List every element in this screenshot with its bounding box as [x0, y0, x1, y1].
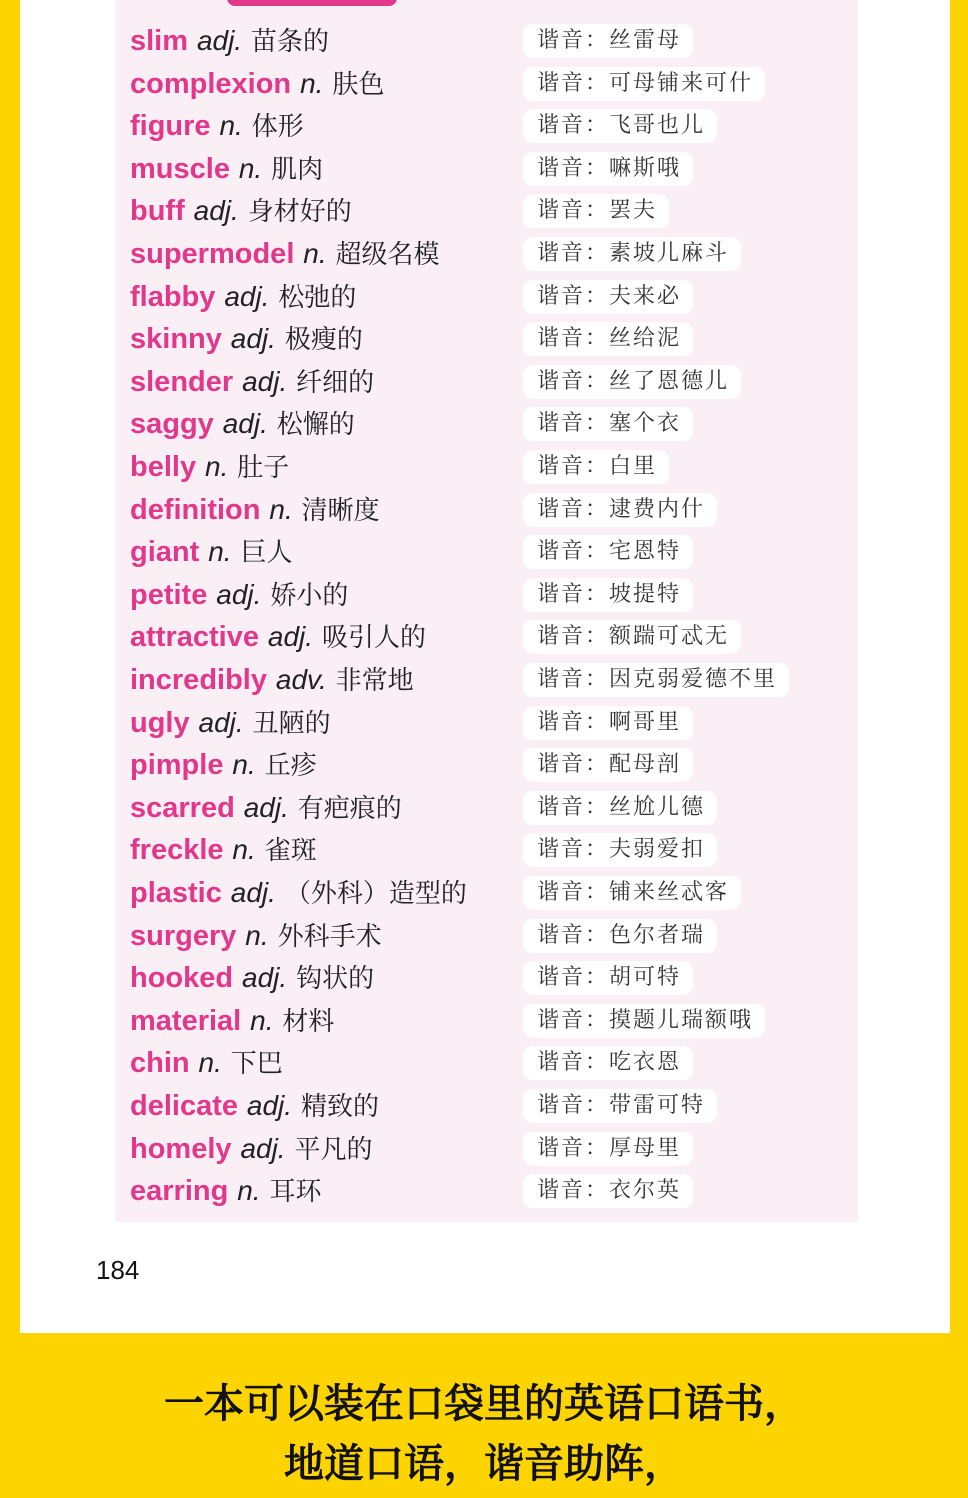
vocab-meaning: 肤色 — [332, 69, 385, 100]
part-of-speech: n. — [219, 110, 243, 142]
vocab-meaning: 纤细的 — [296, 367, 375, 398]
vocab-row — [130, 744, 830, 786]
vocab-row — [130, 1000, 830, 1042]
vocab-word: earring — [130, 1175, 229, 1208]
part-of-speech: adj. — [198, 706, 244, 738]
pronunciation-label: 谐音： — [537, 1050, 610, 1076]
vocab-meaning: 肌肉 — [271, 154, 324, 185]
vocab-entry — [130, 702, 331, 744]
pronunciation-label: 谐音： — [537, 198, 610, 224]
vocab-word: petite — [130, 578, 208, 611]
pronunciation-text: 铺来丝忒客 — [609, 880, 730, 905]
vocab-word: delicate — [130, 1090, 238, 1122]
pronunciation-badge — [523, 663, 789, 697]
vocab-word: slim — [130, 25, 189, 57]
vocab-entry — [130, 361, 374, 403]
vocab-word: material — [130, 1004, 242, 1037]
pronunciation-label: 谐音： — [537, 965, 610, 991]
pronunciation-label: 谐音： — [537, 1093, 610, 1118]
pronunciation-text: 可母铺来可什 — [609, 70, 754, 96]
pronunciation-text: 宅恩特 — [609, 539, 682, 565]
vocab-entry — [130, 531, 292, 573]
pronunciation-label: 谐音： — [537, 241, 610, 266]
vocab-entry — [130, 1170, 322, 1212]
part-of-speech: n. — [237, 1175, 261, 1207]
pronunciation-label: 谐音： — [537, 113, 610, 139]
vocab-word: scarred — [130, 791, 235, 824]
pronunciation-badge — [523, 706, 693, 740]
part-of-speech: adj. — [242, 365, 288, 397]
pronunciation-badge — [523, 450, 669, 484]
pronunciation-label: 谐音： — [537, 411, 610, 437]
vocab-meaning: 松弛的 — [278, 282, 357, 313]
pronunciation-text: 丝尬儿德 — [609, 794, 706, 820]
pronunciation-label: 谐音： — [537, 752, 610, 778]
vocab-row — [130, 616, 830, 658]
pronunciation-badge — [523, 578, 693, 612]
vocab-entry — [130, 148, 323, 190]
vocab-word: chin — [130, 1047, 190, 1080]
pronunciation-badge — [523, 1089, 717, 1123]
vocab-entry — [130, 318, 363, 360]
vocab-entry — [130, 20, 329, 62]
pronunciation-label: 谐音： — [537, 1178, 610, 1204]
vocab-entry — [130, 872, 467, 914]
pronunciation-label: 谐音： — [537, 667, 610, 692]
vocab-entry — [130, 744, 317, 786]
pronunciation-label: 谐音： — [537, 539, 610, 565]
pronunciation-text: 逮费内什 — [609, 496, 706, 522]
vocab-meaning: 钩状的 — [296, 964, 375, 995]
pronunciation-badge — [523, 919, 717, 953]
pronunciation-label: 谐音： — [537, 880, 610, 905]
pronunciation-label: 谐音： — [537, 283, 610, 309]
vocab-word: attractive — [130, 621, 259, 654]
pronunciation-label: 谐音： — [537, 837, 610, 863]
vocab-row — [130, 63, 830, 105]
part-of-speech: adj. — [224, 280, 270, 312]
vocab-row — [130, 1042, 830, 1084]
pronunciation-badge — [523, 67, 765, 101]
vocab-entry — [130, 829, 317, 871]
vocab-meaning: 丑陋的 — [252, 708, 331, 739]
vocab-row — [130, 446, 830, 488]
vocab-meaning: 松懈的 — [276, 410, 355, 441]
pronunciation-badge — [523, 322, 693, 356]
pronunciation-text: 丝雷母 — [609, 28, 682, 53]
pronunciation-label: 谐音： — [537, 922, 610, 948]
pronunciation-text: 摸题儿瑞额哦 — [609, 1007, 754, 1033]
vocab-entry — [130, 1042, 283, 1084]
pronunciation-badge — [523, 833, 717, 867]
vocab-row — [130, 574, 830, 616]
vocab-word: ugly — [130, 706, 190, 739]
vocab-row — [130, 531, 830, 573]
vocab-entry — [130, 616, 426, 658]
vocab-word: buff — [130, 195, 185, 228]
vocab-meaning: （外科）造型的 — [284, 879, 467, 909]
vocab-word: supermodel — [130, 238, 295, 270]
vocab-word: belly — [130, 451, 197, 483]
pronunciation-text: 厚母里 — [609, 1135, 682, 1161]
vocab-meaning: 下巴 — [230, 1049, 283, 1080]
pronunciation-label: 谐音： — [537, 581, 610, 607]
vocab-row — [130, 1085, 830, 1127]
pronunciation-label: 谐音： — [537, 624, 610, 650]
vocab-row — [130, 915, 830, 957]
vocab-word: slender — [130, 365, 234, 398]
part-of-speech: adj. — [267, 621, 314, 653]
vocab-row — [130, 702, 830, 744]
part-of-speech: n. — [232, 834, 256, 866]
part-of-speech: adj. — [243, 791, 289, 823]
part-of-speech: n. — [250, 1004, 274, 1036]
pronunciation-text: 带雷可特 — [609, 1093, 706, 1118]
vocab-row — [130, 148, 830, 190]
vocab-meaning: 有疤痕的 — [297, 793, 402, 824]
part-of-speech: n. — [303, 238, 327, 269]
vocab-row — [130, 659, 830, 701]
pronunciation-badge — [523, 1046, 693, 1080]
pronunciation-label: 谐音： — [537, 326, 610, 352]
vocab-meaning: 材料 — [282, 1006, 335, 1037]
pronunciation-text: 色尔者瑞 — [609, 922, 706, 948]
pronunciation-badge — [523, 1004, 765, 1038]
vocab-meaning: 非常地 — [335, 666, 414, 696]
pronunciation-text: 白里 — [609, 454, 658, 479]
vocab-word: definition — [130, 493, 261, 526]
vocab-meaning: 平凡的 — [294, 1134, 373, 1165]
tagline-line-2: 地道口语，谐音助阵， — [284, 1441, 684, 1487]
part-of-speech: n. — [198, 1047, 222, 1079]
pronunciation-badge — [523, 365, 741, 399]
part-of-speech: n. — [245, 919, 269, 951]
pronunciation-label: 谐音： — [537, 28, 610, 53]
vocab-entry — [130, 276, 356, 318]
part-of-speech: n. — [269, 493, 293, 525]
pronunciation-text: 嘛斯哦 — [609, 155, 682, 181]
vocab-row — [130, 1128, 830, 1170]
pronunciation-label: 谐音： — [537, 496, 610, 522]
vocab-row — [130, 829, 830, 871]
pronunciation-text: 额踹可忒无 — [609, 624, 730, 650]
vocab-word: surgery — [130, 919, 237, 952]
part-of-speech: adj. — [246, 1090, 293, 1121]
part-of-speech: n. — [232, 749, 256, 781]
pronunciation-label: 谐音： — [537, 1007, 610, 1033]
pronunciation-badge — [523, 237, 741, 271]
tagline-line-1: 一本可以装在口袋里的英语口语书， — [164, 1381, 804, 1427]
part-of-speech: n. — [205, 451, 229, 482]
vocab-row — [130, 105, 830, 147]
pronunciation-text: 丝给泥 — [609, 326, 682, 352]
vocab-word: flabby — [130, 280, 216, 313]
vocab-entry — [130, 63, 384, 105]
pronunciation-text: 塞个衣 — [609, 411, 682, 437]
part-of-speech: adj. — [242, 962, 288, 994]
pronunciation-text: 啊哥里 — [609, 709, 682, 735]
vocab-meaning: 超级名模 — [335, 240, 440, 270]
vocab-meaning: 外科手术 — [277, 921, 382, 952]
vocab-entry — [130, 489, 380, 531]
vocab-entry — [130, 190, 352, 232]
vocab-word: hooked — [130, 962, 234, 995]
vocab-word: incredibly — [130, 664, 267, 696]
vocab-entry — [130, 659, 414, 701]
pronunciation-text: 丝了恩德儿 — [609, 368, 730, 394]
pronunciation-text: 胡可特 — [609, 965, 682, 991]
pronunciation-label: 谐音： — [537, 709, 610, 735]
vocab-meaning: 精致的 — [300, 1092, 379, 1122]
pronunciation-badge — [523, 748, 693, 782]
vocab-word: giant — [130, 536, 200, 569]
vocab-entry — [130, 957, 374, 999]
pronunciation-badge — [523, 791, 717, 825]
vocab-row — [130, 233, 830, 275]
pronunciation-text: 衣尔英 — [609, 1178, 682, 1204]
pronunciation-badge — [523, 24, 693, 58]
part-of-speech: adj. — [230, 323, 276, 355]
pronunciation-badge — [523, 535, 693, 569]
part-of-speech: n. — [238, 152, 263, 184]
vocab-word: plastic — [130, 877, 222, 909]
page-number: 184 — [96, 1255, 140, 1285]
pronunciation-label: 谐音： — [537, 1135, 610, 1161]
vocab-entry — [130, 787, 402, 829]
vocab-meaning: 娇小的 — [270, 580, 349, 611]
vocab-meaning: 清晰度 — [301, 495, 380, 526]
vocab-row — [130, 1170, 830, 1212]
pronunciation-label: 谐音： — [537, 70, 610, 96]
pronunciation-badge — [523, 152, 693, 186]
part-of-speech: n. — [300, 67, 324, 99]
pronunciation-badge — [523, 961, 693, 995]
vocab-meaning: 吸引人的 — [321, 623, 426, 654]
vocab-entry — [130, 105, 304, 147]
pronunciation-text: 素坡儿麻斗 — [609, 241, 730, 266]
vocab-row — [130, 872, 830, 914]
pronunciation-badge — [523, 407, 693, 441]
pronunciation-text: 因克弱爱德不里 — [609, 667, 778, 692]
vocab-word: saggy — [130, 408, 214, 441]
vocab-entry — [130, 446, 289, 488]
part-of-speech: n. — [208, 536, 232, 568]
vocab-word: skinny — [130, 323, 222, 356]
vocab-row — [130, 361, 830, 403]
vocab-row — [130, 190, 830, 232]
vocab-row — [130, 276, 830, 318]
vocab-word: muscle — [130, 152, 230, 185]
pronunciation-text: 配母剖 — [609, 752, 682, 778]
pronunciation-badge — [523, 620, 741, 654]
vocab-meaning: 肚子 — [237, 453, 290, 483]
vocab-row — [130, 957, 830, 999]
pronunciation-badge — [523, 280, 693, 314]
pronunciation-badge — [523, 109, 717, 143]
vocab-entry — [130, 403, 355, 445]
vocab-entry — [130, 1128, 373, 1170]
part-of-speech: adj. — [230, 877, 276, 908]
pronunciation-badge — [523, 493, 717, 527]
part-of-speech: adj. — [193, 195, 239, 227]
pronunciation-label: 谐音： — [537, 794, 610, 820]
pronunciation-badge — [523, 1132, 693, 1166]
pronunciation-text: 坡提特 — [609, 581, 682, 607]
pronunciation-label: 谐音： — [537, 155, 610, 181]
vocab-row — [130, 403, 830, 445]
vocab-entry — [130, 1000, 334, 1042]
vocab-entry — [130, 915, 382, 957]
pronunciation-text: 吃衣恩 — [609, 1050, 682, 1076]
vocab-word: complexion — [130, 67, 292, 100]
vocab-meaning: 身材好的 — [247, 197, 352, 228]
part-of-speech: adj. — [240, 1132, 286, 1164]
vocab-word: pimple — [130, 749, 224, 782]
vocab-meaning: 体形 — [251, 112, 304, 143]
vocab-meaning: 巨人 — [240, 538, 293, 569]
vocab-row — [130, 20, 830, 62]
vocab-entry — [130, 233, 440, 275]
pronunciation-label: 谐音： — [537, 454, 610, 479]
vocab-row — [130, 787, 830, 829]
vocab-entry — [130, 574, 348, 616]
pronunciation-text: 夫弱爱扣 — [609, 837, 706, 863]
part-of-speech: adj. — [222, 408, 268, 440]
vocab-meaning: 耳环 — [269, 1177, 322, 1208]
vocab-meaning: 苗条的 — [251, 27, 330, 57]
vocab-meaning: 丘疹 — [264, 751, 317, 782]
vocab-row — [130, 318, 830, 360]
vocab-meaning: 雀斑 — [264, 836, 317, 867]
vocab-row — [130, 489, 830, 531]
pronunciation-text: 罢夫 — [609, 198, 658, 224]
pronunciation-badge — [523, 1174, 693, 1208]
vocab-word: figure — [130, 110, 211, 143]
vocab-meaning: 极瘦的 — [284, 325, 363, 356]
pronunciation-badge — [523, 876, 741, 910]
pronunciation-text: 飞哥也儿 — [609, 113, 706, 139]
part-of-speech: adv. — [275, 664, 327, 695]
pronunciation-badge — [523, 194, 669, 228]
part-of-speech: adj. — [216, 578, 262, 610]
vocab-word: homely — [130, 1132, 232, 1165]
pronunciation-text: 夫来必 — [609, 283, 682, 309]
vocab-entry — [130, 1085, 379, 1127]
section-tab-decoration — [227, 0, 397, 6]
vocab-word: freckle — [130, 834, 224, 867]
pronunciation-label: 谐音： — [537, 368, 610, 394]
part-of-speech: adj. — [196, 25, 243, 56]
